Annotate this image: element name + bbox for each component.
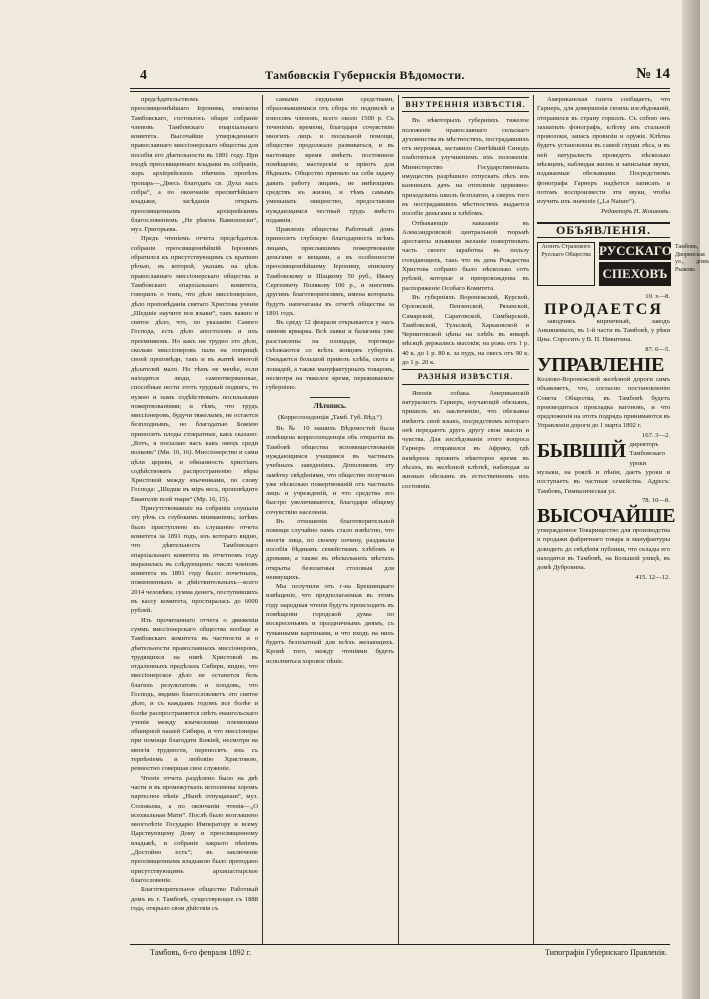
letopis-subheading: (Корреспонденція „Тамб. Губ. Вѣд.“) — [278, 413, 382, 421]
article-paragraph: Правленіе общества Работный домъ приноситъ глубокую благодарность всѣмъ лицамъ, приславшимъ пожертвованія деньгами и вещами, а въ особенности преосвященнѣйшему Іерониму, епископу Тамбовскому и Шацкому 50 руб., Ивану Сергеевичу Полякову 100 р., и многимъ другимъ благотворителямъ, имена которыхъ будутъ напечатаны въ отчетѣ общества за 1891 годъ. — [266, 226, 394, 317]
article-paragraph: Американская газета сообщаетъ, что Гарнеръ, для довершенія своихъ изслѣдованій, отправился въ страну гориллъ. Съ собою онъ захватилъ фонографъ, клѣтку изъ стальной проволоки, запасъ провизіи и оружіе. Клѣтка будетъ установлена въ самой глуши лѣса, и въ ней натуралистъ проведетъ нѣсколько мѣсяцевъ, наблюдая жизнь и записывая звуки, издаваемые обезьянами. Посредствомъ фонографа Гарнеръ надѣется записать и потомъ воспроизвести эти звуки, чтобы изучить ихъ значеніе („La Nature“). — [537, 96, 670, 206]
ad-byvshiy — [537, 440, 670, 496]
article-paragraph: Въ отношеніи благотворительной помощи случайно намъ стало извѣстно, что многія лица, по своему почину, раздавали пособія бѣднымъ семействамъ хлѣбомъ и дровами, а также въ нѣсколькихъ мѣстахъ открыты безплатныя столовыя для неимущихъ. — [266, 518, 394, 581]
insurance-ad-russkago: РУССКАГО — [599, 243, 672, 259]
article-paragraph: самыми скудными средствами, образовавшимися отъ сбора по подпискѣ и взносовъ членовъ, всего около 1500 р. Съ теченіемъ времени, благодаря сочувствію многихъ лицъ и посильной помощи, общество продолжало развиваться, и въ настоящее время имѣетъ постоянное помѣщеніе, мастерскія и пріютъ для бѣдныхъ. Общество приняло на себя задачу давать работу лицамъ, не имѣющимъ средствъ къ жизни, и тѣмъ самымъ уменьшать нищенство, предоставляя нуждающимся честный трудъ вмѣсто подаянія. — [266, 96, 394, 224]
ad-byvshiy-text: директоръ Тамбовскаго уроки музыки, на роялѣ и пѣніи, даетъ уроки и поступаетъ въ частныя семейства. Адресъ: Тамбовъ, Гимназическая ул. — [537, 441, 670, 495]
footer-rule — [130, 944, 670, 945]
column-3 — [402, 95, 529, 945]
article-paragraph: Въ губерніяхъ Воронежской, Курской, Орловской, Пензенской, Рязанской, Самарской, Саратовской, Симбирской, Тамбовской, Тульской, Харьковской и Черниговской цѣны на хлѣбъ въ январѣ мѣсяцѣ держались высокія; на рожь отъ 1 р. 40 к. до 1 р. 80 к. за пудъ, на овесъ отъ 90 к. до 1 р. 20 к. — [402, 293, 529, 367]
column-divider-2 — [398, 95, 399, 945]
issue-number: № 14 — [636, 66, 670, 82]
letopis-heading: Лѣтопись. — [313, 401, 347, 410]
masthead-rule — [130, 88, 670, 89]
article-paragraph: Предъ чтеніемъ отчета предсѣдатель собранія преосвященнѣйшій Іеронимъ обратился къ присутствующимъ съ краткою рѣчью, въ которой, указавъ на цѣль православнаго миссіонерскаго общества и Тамбовскаго епархіальнаго комитета, говорилъ о томъ, что дѣло миссіонерское, дѣло проповѣданія святаго Христова ученія „Шедшіе научите вся языки“, такъ важно и святое дѣло, что, по указанію Самого Господа, есть дѣло апостоловъ и ихъ преемниковъ. Но какъ ни трудно это дѣло, сколько миссіонеровъ пали на поприщѣ своей проповѣди, такъ и въ жатвѣ многой дѣлателей мало. Но тѣмъ не менѣе, если находятся люди, самоотверженные, способные нести этотъ трудный подвигъ, то нужно и намъ содѣйствовать посильными пожертвованіями; и тѣмъ, что трудъ миссіонеровъ, будучи тяжелымъ, не остается безплоднымъ, но благодатью Божіею приноситъ плоды стократные, какъ сказано: „Вотъ, я посылаю васъ какъ овецъ среди волковъ“ (Мѳ. 10, 16). Миссіонерство и сами цѣли церкви, и обязанность христіанъ содѣйствовать распространенію вѣры Христовой между язычниками, по слову Господа: „Шедше въ міръ весь, проповѣдите Евангеліе всей твари“ (Мр. 16, 15). — [131, 235, 258, 503]
article-paragraph: Въ № 10 нашихъ Вѣдомостей была помѣщена корреспонденція объ открытіи въ Тамбовѣ общества вспомоществованія нуждающимся учащимся въ частныхъ учебныхъ заведеніяхъ. Дополняемъ эту замѣтку свѣдѣніями, что общество получило уже нѣсколько пожертвованій отъ частныхъ лицъ и учрежденій, и что средства его быстро увеличиваются, благодаря общему сочувствію населенія. — [266, 425, 394, 516]
footer-date: Тамбовъ, 6-го февраля 1892 г. — [150, 948, 252, 957]
editor-signature: Редакторъ Н. Жошковъ. — [601, 207, 670, 215]
page-edge-shadow — [682, 0, 700, 999]
ads-heading: ОБЪЯВЛЕНІЯ. — [537, 222, 670, 238]
ad-code: 78. 10—8. — [641, 496, 670, 504]
separator — [310, 397, 350, 398]
ad-code: 10. х—8. — [645, 293, 670, 301]
newspaper-title: Тамбовскія Губернскія Вѣдомости. — [265, 68, 465, 82]
article-paragraph: Японія собака. Американскій натуралистъ Гарнеръ, изучающій обезьянъ, пришелъ къ заключенію, что обезьяны имѣютъ свой языкъ, посредствомъ котораго онѣ передаютъ другъ другу свои мысли и чувства. Для изслѣдованія этого вопроса Гарнеръ отправился въ Африку, гдѣ намѣренъ прожить нѣкоторое время въ лѣсахъ, въ желѣзной клѣткѣ, наблюдая за жизнью обезьянъ въ естественномъ ихъ состояніи. — [402, 389, 529, 490]
footer-printer: Типографія Губернскаго Правленія. — [545, 948, 667, 957]
column-4 — [537, 95, 709, 945]
column-divider-1 — [262, 95, 263, 945]
insurance-ad-spekhov: СПЕХОВЪ — [599, 262, 671, 286]
ad-code: 167. 3—2. — [641, 431, 670, 439]
ad-vysochaishe — [537, 505, 675, 572]
column-divider-3 — [533, 95, 534, 945]
insurance-ad-address: Тамбовъ, Дворянская ул., домъ Рыжова — [675, 244, 709, 273]
article-paragraph: Изъ прочитаннаго отчета о движеніи суммъ миссіонерскаго общества вообще и Тамбовскаго комитета въ частности и о дѣятельности православныхъ миссіонеровъ, трудящихся на нивѣ Христовой въ отдаленныхъ предѣлахъ Сибири, видно, что миссіонерское дѣло не останется безъ благихъ результатовъ и плодовъ, что Господь, видимо благословляетъ это святое дѣло, и съ каждымъ годомъ все болѣе и болѣе распространяется свѣтъ евангельскаго ученія между языческими племенами обширной нашей Сибири, и что миссіонеры при помощи благодати Божіей, несмотря на многія трудности, переносятъ ихъ съ терпѣніемъ и любовію Христовою, ревностно совершая свое служеніе. — [131, 616, 258, 773]
article-paragraph: предсѣдательствомъ преосвященнѣйшаго Іеронима, епископа Тамбовскаго, состоялось общее собраніе членовъ Тамбовскаго епархіальнаго комитета. Высочайше утвержденнаго православнаго миссіонерскаго общества для пособія его дѣятельности въ 1891 году. При входѣ преосвященнаго владыки въ собраніе, хоръ архіерейскихъ пѣвчихъ пропѣлъ тропарь—„Днесь благодать св. Духа насъ собра“, а по окончаніи пресвятѣйшаго владыки, засѣданія открыть преосвященнымъ архіерейскимъ благословеніемъ „Не рѣкохъ Вавилонски“, муз. Григорьева. — [131, 96, 258, 234]
ad-vysochaishe-text: утвержденное Товарищество для производства и продажи фабричнаго товара и мануфактуры доводитъ до свѣдѣнія публики, что склады его находятся въ Тамбовѣ, на Большой улицѣ, въ домѣ Дубровина. — [537, 527, 670, 572]
column-1 — [131, 95, 258, 945]
masthead — [130, 68, 670, 86]
article-paragraph: Мы получили отъ г-на Брешинцкаго извѣщеніе, что предполагаемыя въ этомъ году народныя чтенія будутъ происходить въ помѣщеніи городской думы по воскресеньямъ и праздничнымъ днямъ, съ туманными картинами, и что входъ на нихъ будетъ безплатный для всѣхъ желающихъ. Кромѣ того, между чтеніями будетъ исполняться хоровое пѣніе. — [266, 583, 394, 665]
column-2 — [266, 95, 394, 945]
ad-code: 415. 12—12. — [635, 573, 670, 581]
masthead-rule-2 — [130, 91, 670, 92]
ad-vysochaishe-heading: ВЫСОЧАЙШЕ — [537, 505, 675, 528]
article-paragraph: Отбывающіе наказаніе въ Александровской центральной тюрьмѣ арестанты изъявили желаніе пожертвовать часть своего заработка въ пользу голодающихъ, такъ что въ день Рождества Христова собрано было нѣсколько сотъ рублей, которые и препровождены въ распоряженіе Особаго Комитета. — [402, 219, 529, 292]
ad-upravlenie — [537, 354, 670, 431]
ad-upravlenie-text: Козлово-Воронежской желѣзной дороги симъ объявляетъ, что, согласно постановленію Совета Общества, въ Тамбовѣ будетъ производиться прокладка вагоновъ, и что предложенія на этотъ подрядъ принимаются въ Управленіи дороги до 1 марта 1892 г. — [537, 375, 670, 430]
article-paragraph: Въ нѣкоторыхъ губерніяхъ тяжелое положеніе православнаго сельскаго духовенства въ мѣстностяхъ, пострадавшихъ отъ неурожая, заставило Святѣйшій Синодъ озаботиться улучшеніемъ ихъ положенія. Министерство Государственныхъ имуществъ разрѣшило отпускать лѣсъ изъ казенныхъ дачъ на отопленіе церковно-приходскихъ школъ безплатно, а сверхъ того въ пострадавшихъ мѣстностяхъ выдается пособіе деньгами и хлѣбомъ. — [402, 117, 529, 218]
ad-prodaetsya-text: заводчикъ кирпичный, заводъ Анкишевыхъ, въ 1-й части въ Тамбовѣ, у рѣки Цны. Спросить у В. П. Никитина. — [537, 317, 670, 344]
ad-upravlenie-heading: УПРАВЛЕНІЕ — [537, 353, 664, 376]
ad-prodaetsya-heading: ПРОДАЕТСЯ — [544, 301, 663, 319]
article-paragraph: Присутствовавшіе на собраніи слушали эту рѣчь съ глубокимъ вниманіемъ; затѣмъ было приступлено къ слушанію отчета комитета за 1891 годъ, изъ котораго видно, что дѣятельность Тамбовскаго епархіальнаго комитета въ отчетномъ году выразилась въ слѣдующемъ: число членовъ комитета въ 1891 году было: почетныхъ, пожизненныхъ и дѣйствительныхъ—всего 2014 человѣкъ; сумма денегъ, поступившихъ въ кассу комитета, простиралась до 6000 рублей. — [131, 505, 258, 615]
insurance-ad — [537, 242, 709, 288]
page-number: 4 — [140, 68, 147, 83]
article-paragraph: Въ среду 12 февраля открывается у насъ зимняя ярмарка. Всѣ лавки и балаганы уже разставлены на площади, торговцы съѣзжаются со всѣхъ концовъ губерніи. Ожидается большой привозъ хлѣба, скота и лошадей, а также мануфактурныхъ товаровъ, несмотря на тяжелое время, переживаемое губерніею. — [266, 319, 394, 392]
ad-code: 87. 6—5. — [645, 345, 670, 353]
article-paragraph: Чтеніе отчета раздѣлено было на двѣ части и въ промежуткахъ исполнены хоромъ партесное пѣніе „Нынѣ отпущаеши“, муз. Соловьева, а по окончаніи чтенія—„О всехвальная Мати“. Послѣ было возглашено многолѣтіе Государю Императору и всему Царствующему Дому и преосвященному владыкѣ, и собраніе закрыто пѣніемъ „Достойно есть“; въ заключеніе преосвященнымъ владыкою было преподано присутствующимъ архипастырское благословеніе. — [131, 774, 258, 884]
ad-byvshiy-heading: БЫВШІЙ — [537, 440, 626, 463]
section-heading-misc-news: РАЗНЫЯ ИЗВѢСТІЯ. — [402, 369, 529, 384]
section-heading-internal-news: ВНУТРЕННІЯ ИЗВѢСТІЯ. — [402, 97, 529, 112]
article-paragraph: Благотворительное общество Работный домъ въ г. Тамбовѣ, существующее съ 1888 года, открыло свои дѣйствія съ — [131, 886, 258, 912]
insurance-ad-agent: Агентъ Страхового Русскаго Общества — [537, 242, 595, 286]
